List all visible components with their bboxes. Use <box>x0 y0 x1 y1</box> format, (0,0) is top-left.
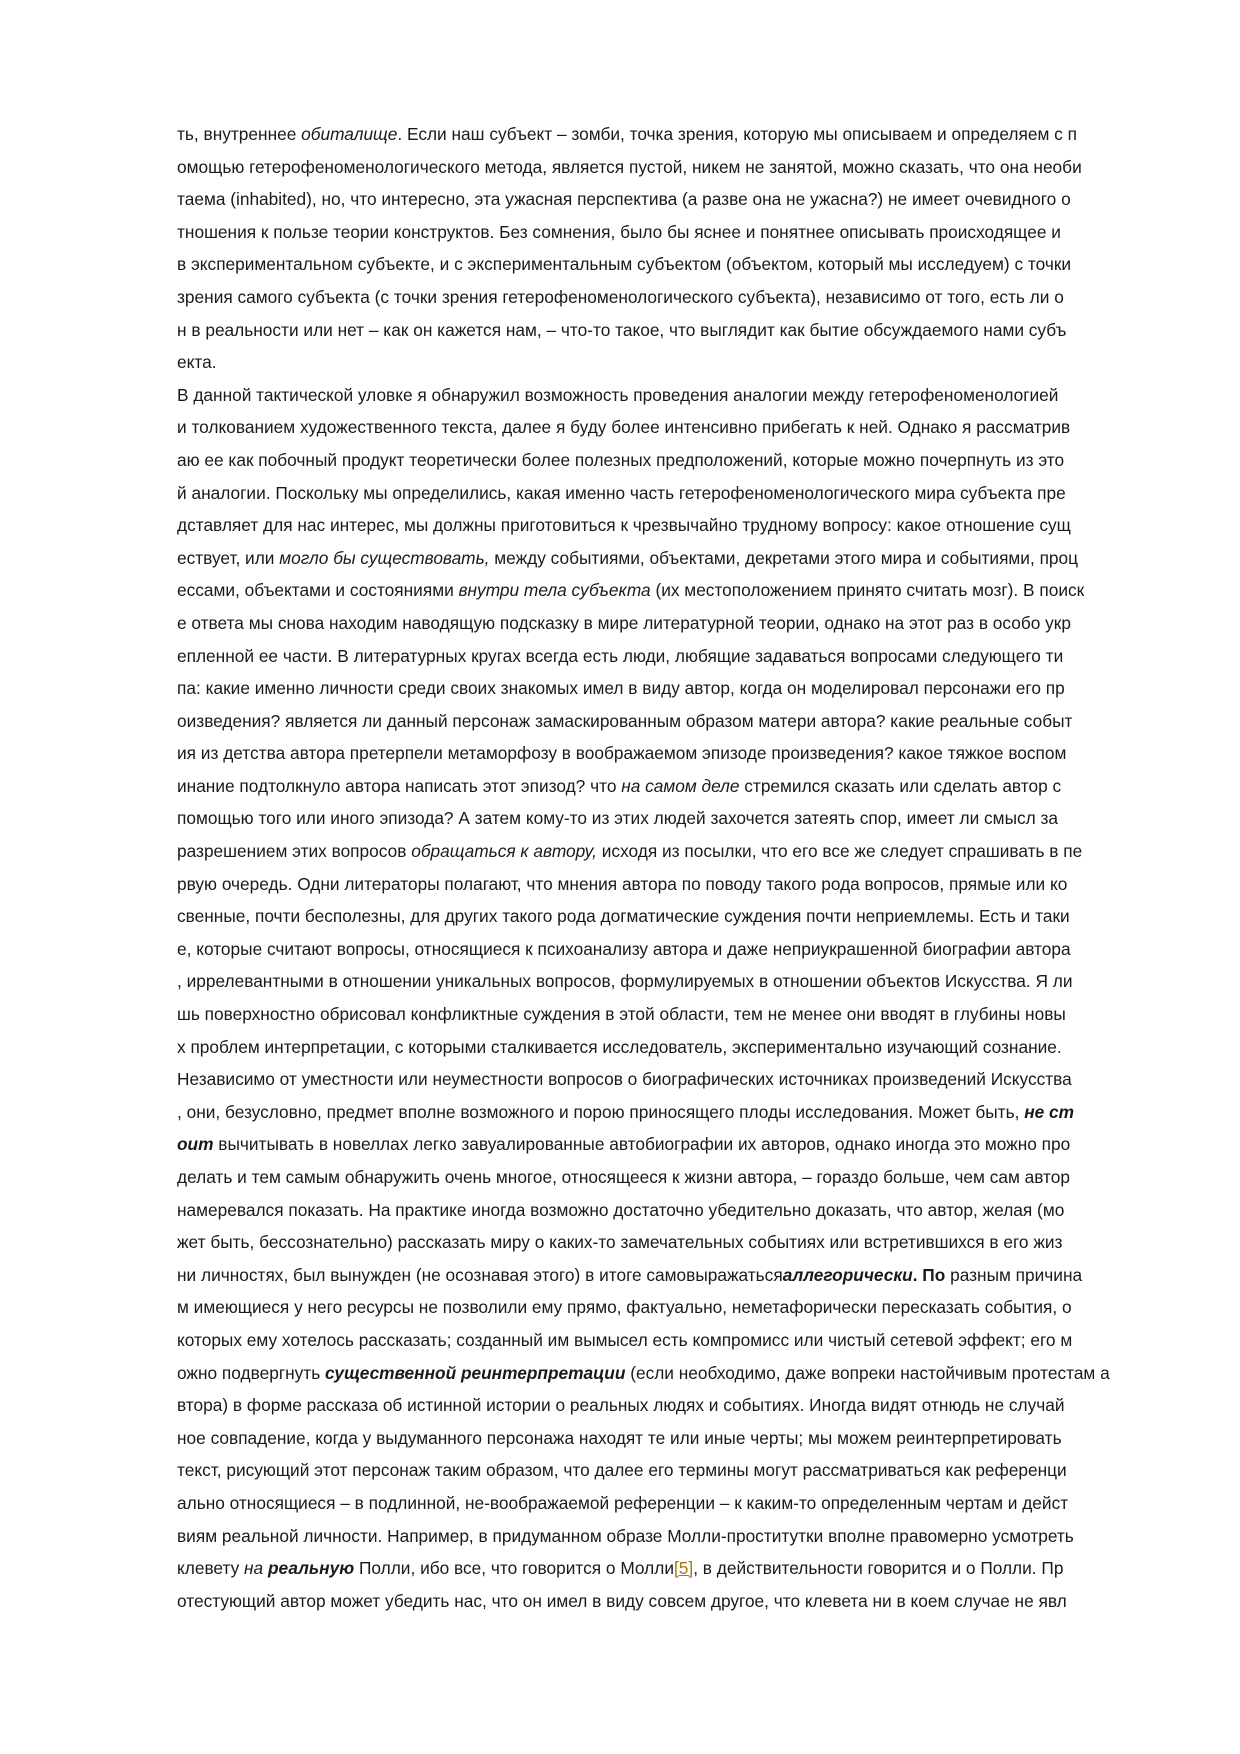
text-line <box>177 933 1137 966</box>
text-run: Независимо от уместности или неуместности вопросов о биографических источниках произведений Искусства <box>177 1069 1072 1090</box>
text-line <box>177 1194 1137 1227</box>
text-run: Полли, ибо все, что говорится о Молли <box>354 1558 674 1579</box>
italic-text: на самом деле <box>621 775 740 796</box>
text-run: н в реальности или нет – как он кажется нам, – что-то такое, что выглядит как бытие обсуждаемого нами субъ <box>177 319 1067 340</box>
text-run: м имеющиеся у него ресурсы не позволили ему прямо, фактуально, неметафорически пересказать события, о <box>177 1297 1072 1318</box>
text-line <box>177 1454 1137 1487</box>
text-run: ожно подвергнуть <box>177 1362 326 1383</box>
text-run: ия из детства автора претерпели метаморфозу в воображаемом эпизоде произведения? какое тяжкое воспом <box>177 743 1067 764</box>
text-run: помощью того или иного эпизода? А затем кому-то из этих людей захочется затеять спор, имеет ли смысл за <box>177 808 1059 829</box>
text-line <box>177 1031 1137 1064</box>
text-run: ное совпадение, когда у выдуманного персонажа находят те или иные черты; мы можем реинтерпретировать <box>177 1427 1062 1448</box>
text-run: исходя из посылки, что его все же следует спрашивать в пе <box>596 841 1083 862</box>
body-text <box>177 118 1137 1617</box>
text-run: ни личностях, был вынужден (не осознавая этого) в итоге самовыражаться <box>177 1264 783 1285</box>
italic-text: на <box>244 1558 264 1579</box>
text-run: ть, внутреннее <box>177 124 302 144</box>
text-run: ессами, объектами и состояниями <box>177 580 459 601</box>
text-run: па: какие именно личности среди своих знакомых имел в виду автор, когда он моделировал персонажи его пр <box>177 678 1065 699</box>
text-line <box>177 1096 1137 1129</box>
text-run: ествует, или <box>177 547 280 568</box>
text-line <box>177 1128 1137 1161</box>
text-line <box>177 1422 1137 1455</box>
text-run: е, которые считают вопросы, относящиеся к психоанализу автора и даже неприукрашенной биографии автора <box>177 938 1071 959</box>
text-line <box>177 705 1137 738</box>
text-line <box>177 411 1137 444</box>
text-run: жет быть, бессознательно) рассказать миру о каких-то замечательных событиях или встретившихся в его жиз <box>177 1232 1063 1253</box>
text-line <box>177 1389 1137 1422</box>
text-line <box>177 965 1137 998</box>
text-line <box>177 574 1137 607</box>
text-line <box>177 1585 1137 1618</box>
text-run: разрешением этих вопросов <box>177 841 412 862</box>
text-line <box>177 802 1137 835</box>
footnote-link[interactable]: [5] <box>673 1558 694 1579</box>
text-line <box>177 1291 1137 1324</box>
bold-italic-text: существенной реинтерпретации <box>325 1362 626 1383</box>
text-run: , в действительности говорится и о Полли. Пр <box>693 1558 1064 1579</box>
text-run: клевету <box>177 1558 245 1579</box>
text-run: делать и тем самым обнаружить очень многое, относящееся к жизни автора, – гораздо больше, чем сам автор <box>177 1167 1070 1187</box>
text-run: рвую очередь. Одни литераторы полагают, что мнения автора по поводу такого рода вопросов, прямые или ко <box>177 873 1068 894</box>
text-line <box>177 379 1137 412</box>
text-line <box>177 868 1137 901</box>
text-run: шь поверхностно обрисовал конфликтные суждения в этой области, тем не менее они вводят в глубины новы <box>177 1004 1066 1025</box>
text-line <box>177 346 1137 379</box>
text-line <box>177 672 1137 705</box>
italic-text: обращаться к автору, <box>411 841 597 862</box>
text-run: , иррелевантными в отношении уникальных вопросов, формулируемых в отношении объектов Искусства. Я ли <box>177 971 1073 992</box>
text-run: , они, безусловно, предмет вполне возможного и порою приносящего плоды исследования. Может быть, <box>177 1101 1025 1122</box>
text-line <box>177 444 1137 477</box>
text-run: виям реальной личности. Например, в придуманном образе Молли-проститутки вполне правомерно усмотреть <box>177 1525 1074 1546</box>
text-run: тношения к пользе теории конструктов. Без сомнения, было бы яснее и понятнее описывать происходящее и <box>177 221 1061 242</box>
text-run: стремился сказать или сделать автор с <box>739 775 1062 796</box>
text-run: ально относящиеся – в подлинной, не-воображаемой референции – к каким-то определенным чертам и дейст <box>177 1492 1069 1513</box>
text-run: епленной ее части. В литературных кругах всегда есть люди, любящие задаваться вопросами следующего ти <box>177 645 1064 666</box>
text-run: зрения самого субъекта (с точки зрения гетерофеноменологического субъекта), независимо от того, есть ли о <box>177 286 1064 307</box>
text-line <box>177 314 1137 347</box>
text-line <box>177 248 1137 281</box>
text-run: в экспериментальном субъекте, и с экспериментальным субъектом (объектом, который мы исследуем) с точки <box>177 254 1072 275</box>
text-run: й аналогии. Поскольку мы определились, какая именно часть гетерофеноменологического мира субъекта пре <box>177 482 1066 503</box>
text-line <box>177 737 1137 770</box>
text-run: е ответа мы снова находим наводящую подсказку в мире литературной теории, однако на этот раз в особо укр <box>177 612 1071 633</box>
text-run: втора) в форме рассказа об истинной истории о реальных людях и событиях. Иногда видят отнюдь не случай <box>177 1395 1065 1416</box>
text-line <box>177 998 1137 1031</box>
text-line <box>177 1324 1137 1357</box>
text-line <box>177 835 1137 868</box>
text-run: х проблем интерпретации, с которыми сталкивается исследователь, экспериментально изучающий сознание. <box>177 1036 1062 1057</box>
text-line <box>177 1259 1137 1292</box>
text-line <box>177 1357 1137 1390</box>
text-line <box>177 1226 1137 1259</box>
text-line <box>177 477 1137 510</box>
text-line <box>177 1520 1137 1553</box>
bold-text: . По <box>912 1264 946 1285</box>
text-line <box>177 1487 1137 1520</box>
text-run: разным причина <box>945 1264 1083 1285</box>
text-line <box>177 216 1137 249</box>
text-run: между событиями, объектами, декретами этого мира и событиями, проц <box>489 547 1079 568</box>
italic-text: обиталище <box>301 124 398 144</box>
bold-italic-text: реальную <box>267 1558 355 1579</box>
text-line <box>177 770 1137 803</box>
text-line <box>177 1161 1137 1194</box>
text-run: оизведения? является ли данный персонаж замаскированным образом матери автора? какие реальные событ <box>177 710 1073 731</box>
text-line <box>177 151 1137 184</box>
text-run: вычитывать в новеллах легко завуалированные автобиографии их авторов, однако иногда это можно про <box>213 1134 1071 1155</box>
text-line <box>177 1552 1137 1585</box>
text-run: которых ему хотелось рассказать; созданный им вымысел есть компромисс или чистый сетевой эффект; его м <box>177 1329 1073 1350</box>
text-line <box>177 183 1137 216</box>
text-line <box>177 542 1137 575</box>
text-line <box>177 607 1137 640</box>
text-run: отестующий автор может убедить нас, что он имел в виду совсем другое, что клевета ни в коем случае не явл <box>177 1590 1067 1611</box>
text-line <box>177 281 1137 314</box>
text-run: . Если наш субъект – зомби, точка зрения, которую мы описываем и определяем с п <box>397 124 1077 144</box>
text-run: аю ее как побочный продукт теоретически более полезных предположений, которые можно почерпнуть из это <box>177 449 1065 470</box>
text-run: дставляет для нас интерес, мы должны приготовиться к чрезвычайно трудному вопросу: какое отношение сущ <box>177 515 1071 536</box>
text-run: свенные, почти бесполезны, для других такого рода догматические суждения почти неприемлемы. Есть и таки <box>177 906 1070 927</box>
text-run: инание подтолкнуло автора написать этот эпизод? что <box>177 775 622 796</box>
text-line <box>177 118 1137 151</box>
text-run: (их местоположением принято считать мозг). В поиск <box>650 580 1085 601</box>
text-line <box>177 1063 1137 1096</box>
bold-italic-text: оит <box>177 1134 214 1155</box>
italic-text: внутри тела субъекта <box>458 580 651 601</box>
text-run: В данной тактической уловке я обнаружил возможность проведения аналогии между гетерофеноменологией <box>177 384 1059 405</box>
text-run: намеревался показать. На практике иногда возможно достаточно убедительно доказать, что автор, желая (мо <box>177 1199 1065 1220</box>
text-line <box>177 509 1137 542</box>
text-run: текст, рисующий этот персонаж таким образом, что далее его термины могут рассматриваться как референци <box>177 1460 1067 1481</box>
bold-italic-text: аллегорически <box>782 1264 913 1285</box>
text-run: (если необходимо, даже вопреки настойчивым протестам а <box>625 1362 1110 1383</box>
bold-italic-text: не ст <box>1024 1101 1075 1122</box>
italic-text: могло бы существовать, <box>279 547 490 568</box>
text-run: и толкованием художественного текста, далее я буду более интенсивно прибегать к ней. Однако я рассматрив <box>177 417 1071 438</box>
text-run: таема (inhabited), но, что интересно, эта ужасная перспектива (а разве она не ужасна?) не имеет очевидного о <box>177 189 1071 210</box>
text-line <box>177 900 1137 933</box>
text-line <box>177 640 1137 673</box>
text-run: екта. <box>177 352 217 373</box>
text-run: омощью гетерофеноменологического метода, является пустой, никем не занятой, можно сказать, что она необи <box>177 156 1082 177</box>
